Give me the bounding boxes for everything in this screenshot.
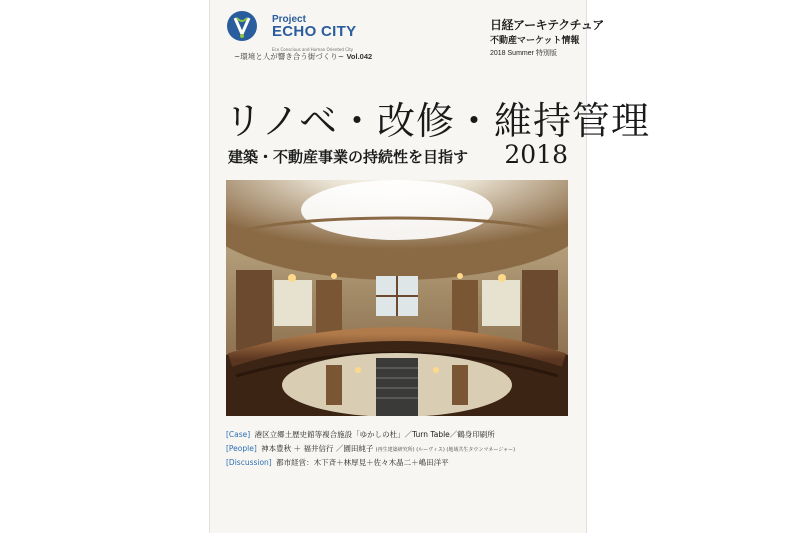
cover-year: 2018: [504, 140, 568, 169]
credit-tag: [Case]: [226, 430, 251, 439]
project-label: Project: [272, 14, 306, 25]
magazine-cover: [210, 0, 650, 533]
credit-text: 港区立郷土歴史館等複合施設「ゆかしの杜」／Turn Table／鶴身印刷所: [254, 430, 495, 439]
credit-row-case: [226, 428, 576, 442]
credit-row-discussion: [226, 456, 576, 470]
cover-subtitle: 建築・不動産事業の持続性を目指す: [228, 148, 469, 166]
credit-tag: [Discussion]: [226, 458, 272, 467]
series-text: ~環境と人が響き合う街づくり~: [234, 52, 345, 61]
edition-label: 2018 Summer 特別版: [490, 50, 557, 57]
credit-row-people: [226, 442, 576, 456]
credit-text: 都市経営：木下斉＋林厚見＋佐々木晶二＋嶋田洋平: [276, 458, 449, 467]
echo-city-title: ECHO CITY: [272, 23, 357, 40]
cover-photo: [226, 180, 568, 416]
credit-tag: [People]: [226, 444, 257, 453]
credit-note: (再生建築研究所) (ルーヴィス) (地域共生タウンマネージャー): [375, 447, 516, 453]
volume-number: Vol.042: [346, 52, 373, 61]
echo-city-emblem-icon: [226, 10, 258, 42]
cover-title: リノベ・改修・維持管理: [224, 99, 650, 143]
publisher-subtitle: 不動産マーケット情報: [490, 36, 580, 46]
series-line: [234, 51, 372, 62]
rotunda-interior-illustration: [226, 180, 568, 416]
credit-text: 神本豊秋 ＋ 福井信行 ／園田純子: [261, 444, 374, 453]
publisher-brand: 日経アーキテクチュア: [490, 18, 604, 32]
logo-tagline: Eco Conscious and Human Oriented City: [272, 47, 354, 52]
cover-credits: [226, 428, 576, 470]
